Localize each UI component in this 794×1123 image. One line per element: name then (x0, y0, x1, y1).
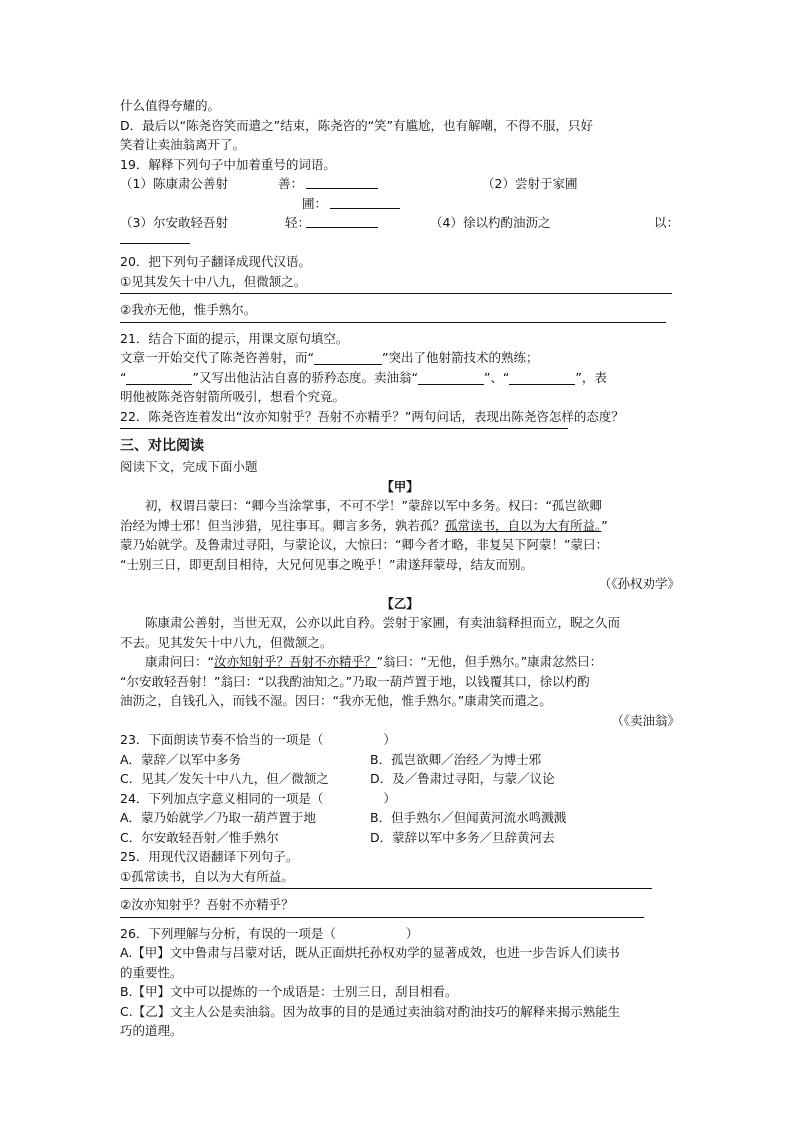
q23-option-d[interactable]: D．及／鲁肃过寻阳，与蒙／议论 (370, 771, 555, 786)
q26-option-c[interactable]: C.【乙】文主人公是卖油翁。因为故事的目的是通过卖油翁对酌油技巧的解释来揭示熟能生 (120, 1003, 621, 1019)
passage-a-line: 初，权谓吕蒙曰：“卿今当涂掌事，不可不学！”蒙辞以军中多务。权曰：“孤岂欲卿 (145, 498, 602, 513)
question-20-sentence-2: ②我亦无他，惟手熟尔。 (120, 302, 257, 317)
passage-a-text: ” (601, 517, 608, 533)
q23-option-a[interactable]: A．蒙辞／以军中多务 (120, 751, 242, 767)
question-19-stem: 19．解释下列句子中加着重号的词语。 (120, 156, 336, 172)
q24-option-d[interactable]: D．蒙辞以军中多务／旦辞黄河去 (370, 829, 555, 845)
question-22-stem: 22．陈尧咨连着发出“汝亦知射乎？吾射不亦精乎？”两句问话，表现出陈尧咨怎样的态度？ (120, 408, 624, 424)
answer-line[interactable] (120, 888, 652, 889)
question-23-stem (120, 730, 680, 750)
section-3-title: 三、对比阅读 (120, 438, 204, 454)
text-line: 笑着让卖油翁离开了。 (120, 137, 246, 152)
passage-a-underlined: 孤常读书，自以为大有所益。 (445, 517, 602, 533)
q24-options-row (120, 808, 680, 828)
q26-option-a[interactable]: A.【甲】文中鲁肃与吕蒙对话，既从正面烘托孙权劝学的显著成效，也进一步告诉人们读书 (120, 945, 620, 960)
q19-item-4: （4）徐以杓酌油沥之 (430, 215, 551, 230)
passage-b-line (120, 652, 680, 672)
q24-option-b[interactable]: B．但手熟尔／但闻黄河流水鸣溅溅 (370, 810, 567, 825)
q19-item-2-label: 圃： (302, 195, 328, 211)
passage-b-text: 康肃问曰：“ (145, 654, 214, 669)
q19-item-2-blank[interactable] (330, 194, 400, 209)
question-21-line1 (120, 348, 680, 368)
q24-option-c[interactable]: C．尔安敢轻吾射／惟手熟尔 (120, 829, 279, 845)
passage-b-line: 陈康肃公善射，当世无双，公亦以此自矜。尝射于家圃，有卖油翁释担而立，睨之久而 (145, 615, 621, 630)
passage-b-text: ”翁曰：“无他，但手熟尔。”康肃忿然曰： (376, 654, 603, 669)
question-19-row2 (120, 194, 680, 214)
q24-option-a[interactable]: A．蒙乃始就学／乃取一葫芦置于地 (120, 810, 317, 825)
q24-options-row (120, 828, 680, 848)
question-21-stem: 21．结合下面的提示，用课文原句填空。 (120, 330, 349, 346)
q23-options-row (120, 769, 680, 789)
q24-stem-text: 24．下列加点字意义相同的一项是（ (120, 790, 324, 806)
q23-close: ） (383, 732, 396, 747)
q21-text: ”突出了他射箭技术的熟练； (381, 350, 539, 365)
answer-line[interactable] (120, 428, 568, 429)
q19-item-3-blank[interactable] (306, 213, 378, 228)
q24-close: ） (383, 790, 396, 806)
question-24-stem (120, 789, 680, 809)
passage-b-line: 油沥之，自钱孔入，而钱不湿。因曰：“我亦无他，惟手熟尔。”康肃笑而遣之。 (120, 693, 552, 708)
q21-blank-1[interactable] (314, 350, 382, 365)
text-line: 什么值得夸耀的。 (120, 98, 221, 113)
q21-text: “ (120, 369, 127, 385)
q26-option-b[interactable]: B.【甲】文中可以提炼的一个成语是：士别三日，刮目相看。 (120, 984, 458, 999)
passage-b-underlined: 汝亦知射乎？吾射不亦精乎？ (213, 654, 377, 669)
question-26-stem (120, 924, 680, 944)
q26-close: ） (405, 925, 419, 941)
q25-sentence-2: ②汝亦知射乎？吾射不亦精乎？ (120, 897, 294, 912)
answer-line[interactable] (120, 322, 666, 323)
q21-text: ”，表 (575, 369, 607, 385)
passage-a-line: 蒙乃始就学。及鲁肃过寻阳，与蒙论议，大惊曰：“卿今者才略，非复吴下阿蒙！”蒙曰： (120, 537, 608, 552)
q19-item-4-label: 以： (654, 215, 680, 230)
answer-line[interactable] (120, 917, 644, 918)
passage-a-text: 治经为博士邪！但当涉猎，见往事耳。卿言多务，孰若孤？ (120, 517, 446, 533)
q26-stem-text: 26．下列理解与分析，有误的一项是（ (120, 925, 336, 941)
q23-stem-text: 23．下面朗读节奏不恰当的一项是（ (120, 732, 324, 747)
q19-item-2: （2）尝射于家圃 (482, 176, 578, 191)
passage-a-label: 【甲】 (381, 478, 419, 494)
option-d-line: D．最后以“陈尧咨笑而遣之”结束，陈尧咨的“笑”有尴尬，也有解嘲，不得不服，只好 (120, 117, 594, 133)
q19-item-1: （1）陈康肃公善射 (120, 176, 228, 191)
q19-item-1-label: 善： (278, 176, 304, 191)
q21-text: ”、“ (483, 369, 510, 385)
q23-option-c[interactable]: C．见其／发矢十中八九，但／微颔之 (120, 771, 329, 786)
q19-item-3: （3）尔安敢轻吾射 (120, 215, 228, 230)
q19-item-1-blank[interactable] (306, 174, 378, 189)
question-21-line2 (120, 368, 680, 388)
q21-text: 文章一开始交代了陈尧咨善射，而“ (120, 350, 314, 365)
q23-options-row (120, 750, 680, 770)
q25-sentence-1: ①孤常读书，自以为大有所益。 (120, 868, 294, 884)
passage-a-source: （《孙权劝学》 (598, 576, 680, 591)
document-page (120, 96, 680, 1041)
question-21-line3: 明他被陈尧咨射箭所吸引，想看个究竟。 (120, 389, 346, 404)
q21-blank-4[interactable] (509, 370, 575, 385)
passage-b-source: （《卖油翁》 (611, 712, 680, 728)
q19-item-4-blank[interactable] (120, 229, 190, 244)
question-19-row3 (120, 213, 680, 233)
q26-option-a-cont: 的重要性。 (120, 964, 183, 980)
question-20-stem: 20．把下列句子翻译成现代汉语。 (120, 254, 311, 269)
q26-option-c-cont: 巧的道理。 (120, 1023, 183, 1038)
passage-b-line: 不去。见其发矢十中八九，但微颔之。 (120, 634, 333, 650)
question-20-sentence-1: ①见其发矢十中八九，但微颔之。 (120, 273, 307, 289)
question-19-row4 (120, 233, 680, 253)
q21-text: ”又写出他沾沾自喜的骄矜态度。卖油翁“ (192, 369, 418, 385)
passage-a-line: “士别三日，即更刮目相待，大兄何见事之晚乎！”肃遂拜蒙母，结友而别。 (120, 556, 533, 572)
section-3-instruction: 阅读下文，完成下面小题 (120, 459, 258, 474)
q21-blank-3[interactable] (418, 370, 484, 385)
passage-b-line: “尔安敢轻吾射！”翁曰：“以我酌油知之。”乃取一葫芦置于地，以钱覆其口，徐以杓酌 (120, 673, 590, 689)
q23-option-b[interactable]: B．孤岂欲卿／治经／为博士邪 (370, 751, 542, 767)
question-25-stem: 25．用现代汉语翻译下列句子。 (120, 849, 299, 864)
q21-blank-2[interactable] (126, 370, 192, 385)
q19-item-3-label: 轻： (285, 215, 311, 230)
question-19-row1 (120, 174, 680, 194)
passage-b-label: 【乙】 (381, 595, 419, 611)
passage-a-line (120, 516, 680, 536)
answer-line[interactable] (120, 293, 672, 294)
